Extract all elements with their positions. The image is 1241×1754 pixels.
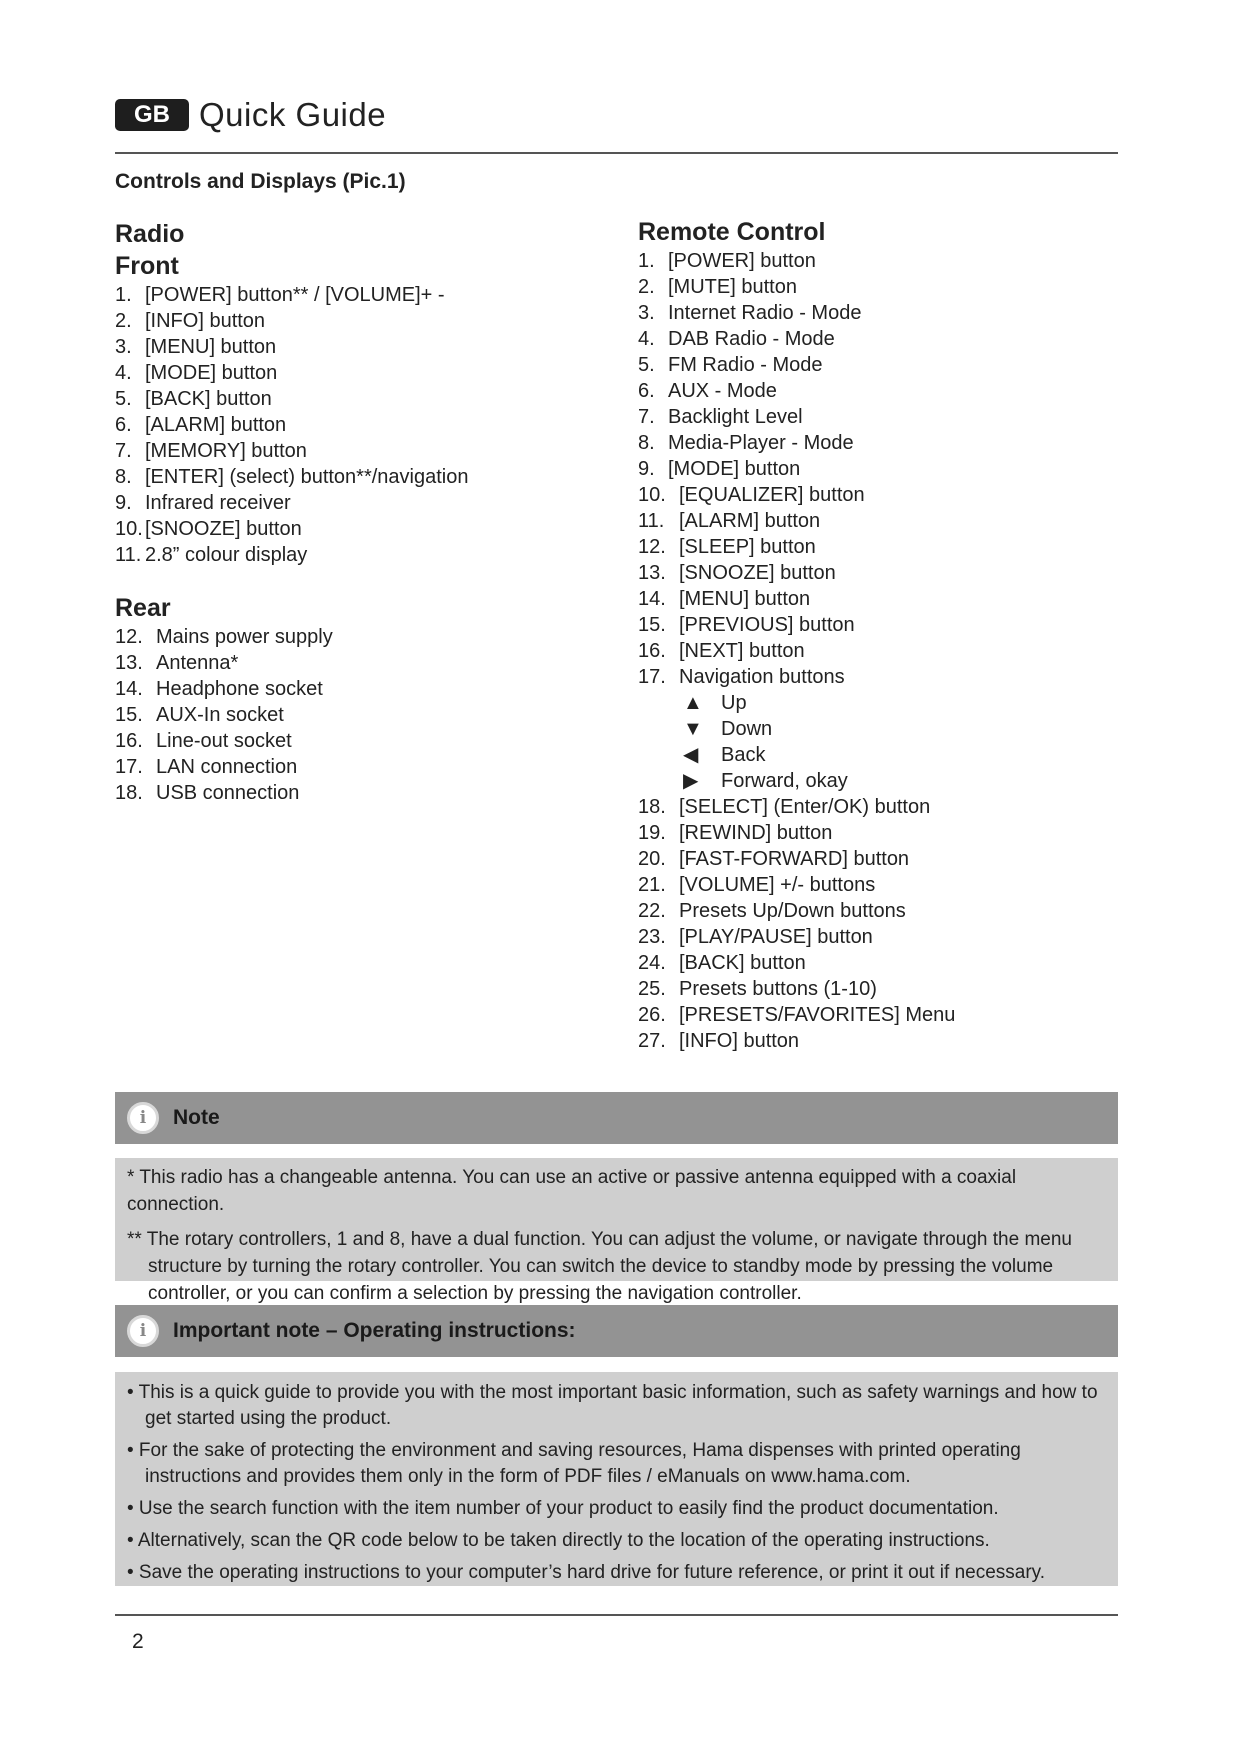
navigation-sublist	[638, 690, 955, 794]
item-number: 13.	[115, 652, 143, 674]
important-note-list	[127, 1380, 1104, 1586]
item-text: [NEXT] button	[679, 640, 805, 662]
item-number: 15.	[115, 704, 143, 726]
item-text: Internet Radio - Mode	[668, 302, 862, 324]
item-number: 18.	[115, 782, 143, 804]
bullet-item: • For the sake of protecting the environment and saving resources, Hama dispenses with printed operating instructions and provides them only in the form of PDF files / eManuals on www.hama.com.	[127, 1440, 1021, 1487]
arrow-icon: ▲	[683, 692, 703, 714]
note-header	[115, 1092, 1118, 1144]
remote-list	[638, 794, 955, 1054]
item-number: 20.	[638, 848, 666, 870]
list-item	[638, 846, 955, 872]
list-item	[638, 586, 955, 612]
list-item	[638, 274, 955, 300]
list-item	[115, 386, 469, 412]
remote-column	[638, 216, 955, 1054]
language-badge: GB	[115, 99, 189, 131]
item-text: [PLAY/PAUSE] button	[679, 926, 873, 948]
item-text: 2.8” colour display	[145, 544, 308, 566]
list-item	[638, 352, 955, 378]
bullet-item: • Save the operating instructions to your computer’s hard drive for future reference, or print it out if necessary.	[127, 1562, 1046, 1583]
list-item	[638, 300, 955, 326]
item-text: [MEMORY] button	[145, 440, 307, 462]
item-text: DAB Radio - Mode	[668, 328, 835, 350]
list-item	[115, 754, 469, 780]
item-text: [PREVIOUS] button	[679, 614, 855, 636]
list-item	[638, 482, 955, 508]
item-text: [MUTE] button	[668, 276, 797, 298]
item-number: 2.	[638, 276, 655, 298]
item-text: [ALARM] button	[679, 510, 821, 532]
item-text: [SELECT] (Enter/OK) button	[679, 796, 931, 818]
list-item	[115, 490, 469, 516]
arrow-icon: ◀	[683, 744, 699, 766]
item-number: 24.	[638, 952, 666, 974]
item-number: 21.	[638, 874, 666, 896]
item-number: 19.	[638, 822, 666, 844]
item-number: 1.	[115, 284, 132, 306]
radio-column	[115, 218, 469, 806]
bullet-item: • This is a quick guide to provide you with the most important basic information, such as safety warnings and how to get started using the product.	[127, 1382, 1098, 1429]
page-title: Quick Guide	[199, 96, 387, 133]
item-text: USB connection	[156, 782, 300, 804]
list-item	[638, 872, 955, 898]
footer-divider	[115, 1614, 1118, 1616]
item-text: [MENU] button	[679, 588, 811, 610]
item-number: 16.	[638, 640, 666, 662]
item-number: 3.	[115, 336, 132, 358]
list-item	[638, 1028, 955, 1054]
list-item	[115, 308, 469, 334]
item-number: 11.	[638, 510, 665, 532]
item-number: 5.	[638, 354, 655, 376]
item-text: Headphone socket	[156, 678, 323, 700]
item-text: [PRESETS/FAVORITES] Menu	[679, 1004, 956, 1026]
list-item	[638, 820, 955, 846]
page-number: 2	[132, 1630, 144, 1653]
remote-list	[638, 248, 955, 482]
item-number: 10.	[115, 518, 143, 540]
list-item	[115, 780, 469, 806]
front-heading: Front	[115, 252, 179, 280]
remote-heading: Remote Control	[638, 218, 826, 246]
list-item	[638, 378, 955, 404]
item-number: 17.	[638, 666, 666, 688]
item-number: 2.	[115, 310, 132, 332]
note-paragraph: ** The rotary controllers, 1 and 8, have a dual function. You can adjust the volume, or navigate through the menu structure by turning the rotary controller. You can switch the device to standby mode by pressing the volume controller, or you can confirm a selection by pressing the navigation controller.	[127, 1229, 1072, 1304]
important-note-body	[115, 1372, 1118, 1586]
note-body	[115, 1158, 1118, 1304]
item-text: FM Radio - Mode	[668, 354, 823, 376]
item-number: 26.	[638, 1004, 666, 1026]
list-item	[115, 438, 469, 464]
item-text: [VOLUME] +/- buttons	[679, 874, 876, 896]
item-number: 14.	[638, 588, 666, 610]
item-number: 17.	[115, 756, 143, 778]
item-text: Infrared receiver	[145, 492, 291, 514]
item-text: LAN connection	[156, 756, 298, 778]
nav-item-label: Up	[721, 692, 747, 714]
item-number: 5.	[115, 388, 132, 410]
remote-list	[638, 482, 955, 690]
front-list	[115, 282, 469, 568]
item-number: 9.	[638, 458, 655, 480]
item-text: Antenna*	[156, 652, 239, 674]
item-number: 12.	[638, 536, 666, 558]
item-text: [MENU] button	[145, 336, 277, 358]
item-text: Presets Up/Down buttons	[679, 900, 906, 922]
list-item	[115, 334, 469, 360]
list-item	[638, 456, 955, 482]
list-item	[638, 560, 955, 586]
header-divider	[115, 152, 1118, 154]
item-number: 4.	[638, 328, 655, 350]
list-item	[115, 412, 469, 438]
item-number: 4.	[115, 362, 132, 384]
list-item	[638, 430, 955, 456]
list-item	[638, 950, 955, 976]
note-paragraph: * This radio has a changeable antenna. You can use an active or passive antenna equipped with a coaxial connection.	[127, 1167, 1017, 1215]
nav-item-label: Forward, okay	[721, 770, 848, 792]
item-number: 3.	[638, 302, 655, 324]
item-text: [SLEEP] button	[679, 536, 816, 558]
arrow-icon: ▼	[683, 718, 703, 740]
nav-item-label: Down	[721, 718, 773, 740]
item-number: 9.	[115, 492, 132, 514]
item-text: [ENTER] (select) button**/navigation	[145, 466, 469, 488]
item-text: [BACK] button	[145, 388, 272, 410]
bullet-item: • Alternatively, scan the QR code below to be taken directly to the location of the operating instructions.	[127, 1530, 990, 1551]
item-number: 14.	[115, 678, 143, 700]
list-item	[638, 404, 955, 430]
item-text: [POWER] button** / [VOLUME]+ -	[145, 284, 445, 306]
list-item	[638, 924, 955, 950]
item-number: 27.	[638, 1030, 666, 1052]
list-item	[638, 664, 955, 690]
nav-item	[683, 690, 955, 716]
list-item	[638, 976, 955, 1002]
list-item	[638, 248, 955, 274]
list-item	[115, 360, 469, 386]
list-item	[115, 542, 469, 568]
nav-item	[683, 742, 955, 768]
list-item	[115, 676, 469, 702]
item-number: 25.	[638, 978, 666, 1000]
item-number: 13.	[638, 562, 666, 584]
note-label: Note	[173, 1106, 220, 1129]
item-number: 7.	[638, 406, 655, 428]
arrow-icon: ▶	[683, 770, 699, 792]
item-number: 16.	[115, 730, 143, 752]
list-item	[638, 508, 955, 534]
item-text: Presets buttons (1-10)	[679, 978, 877, 1000]
page-header	[115, 95, 386, 135]
list-item	[638, 794, 955, 820]
item-text: [EQUALIZER] button	[679, 484, 865, 506]
bullet-item: • Use the search function with the item number of your product to easily find the product documentation.	[127, 1498, 999, 1519]
important-note-label: Important note – Operating instructions:	[173, 1319, 576, 1342]
list-item	[638, 326, 955, 352]
list-item	[115, 650, 469, 676]
item-text: [INFO] button	[145, 310, 266, 332]
info-icon: i	[127, 1102, 159, 1134]
item-text: [INFO] button	[679, 1030, 800, 1052]
item-text: [SNOOZE] button	[679, 562, 836, 584]
list-item	[638, 534, 955, 560]
item-text: Line-out socket	[156, 730, 292, 752]
item-text: [POWER] button	[668, 250, 816, 272]
rear-list	[115, 624, 469, 806]
nav-item-label: Back	[721, 744, 766, 766]
item-number: 12.	[115, 626, 143, 648]
item-number: 6.	[638, 380, 655, 402]
item-text: Media-Player - Mode	[668, 432, 854, 454]
item-text: AUX - Mode	[668, 380, 777, 402]
item-text: [MODE] button	[668, 458, 801, 480]
item-number: 15.	[638, 614, 666, 636]
list-item	[115, 702, 469, 728]
item-number: 10.	[638, 484, 666, 506]
item-text: Mains power supply	[156, 626, 333, 648]
info-icon: i	[127, 1315, 159, 1347]
list-item	[638, 638, 955, 664]
item-number: 6.	[115, 414, 132, 436]
radio-heading: Radio	[115, 220, 185, 248]
list-item	[115, 624, 469, 650]
list-item	[638, 1002, 955, 1028]
rear-heading: Rear	[115, 594, 171, 622]
item-number: 7.	[115, 440, 132, 462]
list-item	[115, 464, 469, 490]
item-text: [FAST-FORWARD] button	[679, 848, 910, 870]
item-text: Backlight Level	[668, 406, 803, 428]
item-number: 8.	[638, 432, 655, 454]
item-text: [BACK] button	[679, 952, 806, 974]
list-item	[638, 612, 955, 638]
list-item	[115, 282, 469, 308]
list-item	[115, 516, 469, 542]
item-number: 23.	[638, 926, 666, 948]
item-number: 11.	[115, 544, 142, 566]
list-item	[115, 728, 469, 754]
item-text: Navigation buttons	[679, 666, 845, 688]
important-note-header	[115, 1305, 1118, 1357]
item-number: 22.	[638, 900, 666, 922]
item-text: [REWIND] button	[679, 822, 833, 844]
item-text: [SNOOZE] button	[145, 518, 302, 540]
item-text: AUX-In socket	[156, 704, 284, 726]
item-number: 8.	[115, 466, 132, 488]
item-text: [ALARM] button	[145, 414, 287, 436]
nav-item	[683, 716, 955, 742]
item-number: 18.	[638, 796, 666, 818]
section-title: Controls and Displays (Pic.1)	[115, 170, 406, 193]
item-text: [MODE] button	[145, 362, 278, 384]
list-item	[638, 898, 955, 924]
item-number: 1.	[638, 250, 655, 272]
nav-item	[683, 768, 955, 794]
